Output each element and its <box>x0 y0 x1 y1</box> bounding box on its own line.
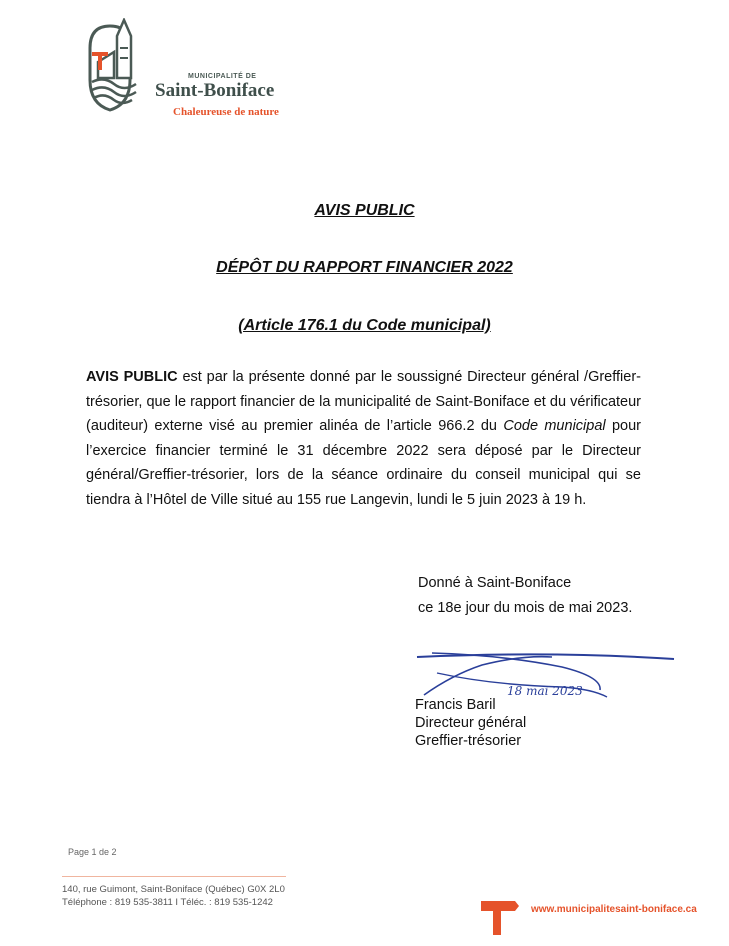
signatory-name: Francis Baril <box>415 697 496 713</box>
subject-title: DÉPÔT DU RAPPORT FINANCIER 2022 <box>216 259 513 276</box>
notice-body <box>86 365 641 512</box>
handwritten-signature <box>412 645 682 705</box>
signpost-icon <box>479 897 521 937</box>
body-code: Code municipal <box>503 418 606 434</box>
logo-name: Saint-Boniface <box>155 80 275 101</box>
footer-phone: Téléphone : 819 535-3811 I Téléc. : 819 535-1242 <box>62 897 273 908</box>
page-number: Page 1 de 2 <box>68 847 117 857</box>
signatory-title-1: Directeur général <box>415 715 527 731</box>
footer-divider <box>62 876 286 877</box>
logo-small-text: MUNICIPALITÉ DE <box>188 73 257 80</box>
notice-title: AVIS PUBLIC <box>314 202 415 219</box>
municipality-logo <box>84 18 304 118</box>
body-lead: AVIS PUBLIC <box>86 369 178 385</box>
church-logo-icon <box>84 18 144 114</box>
footer-address: 140, rue Guimont, Saint-Boniface (Québec) G0X 2L0 <box>62 884 285 895</box>
body-part2: pour l’exercice financier terminé le 31 décembre 2022 sera déposé par le Directeur général/Greffier-trésorier, lors de la séance ordinaire du conseil municipal qui se tiendra à l’Hôtel de Ville situé au 155 rue Langevin, lundi le 5 juin 2023 à 19 h. <box>86 418 641 508</box>
given-place: Donné à Saint-Boniface <box>418 575 572 591</box>
given-date: ce 18e jour du mois de mai 2023. <box>418 600 633 616</box>
website-link[interactable]: www.municipalitesaint-boniface.ca <box>531 904 697 915</box>
article-title: (Article 176.1 du Code municipal) <box>238 317 491 334</box>
body-part1: est par la présente donné par le soussigné Directeur général /Greffier-trésorier, que le rapport financier de la municipalité de Saint-Boniface et du vérificateur (auditeur) externe visé au premier alinéa de l’article 966.2 du <box>86 369 641 434</box>
logo-tagline: Chaleureuse de nature <box>173 106 279 118</box>
signatory-title-2: Greffier-trésorier <box>415 733 522 749</box>
signature-date: 18 mai 2023 <box>507 684 583 698</box>
